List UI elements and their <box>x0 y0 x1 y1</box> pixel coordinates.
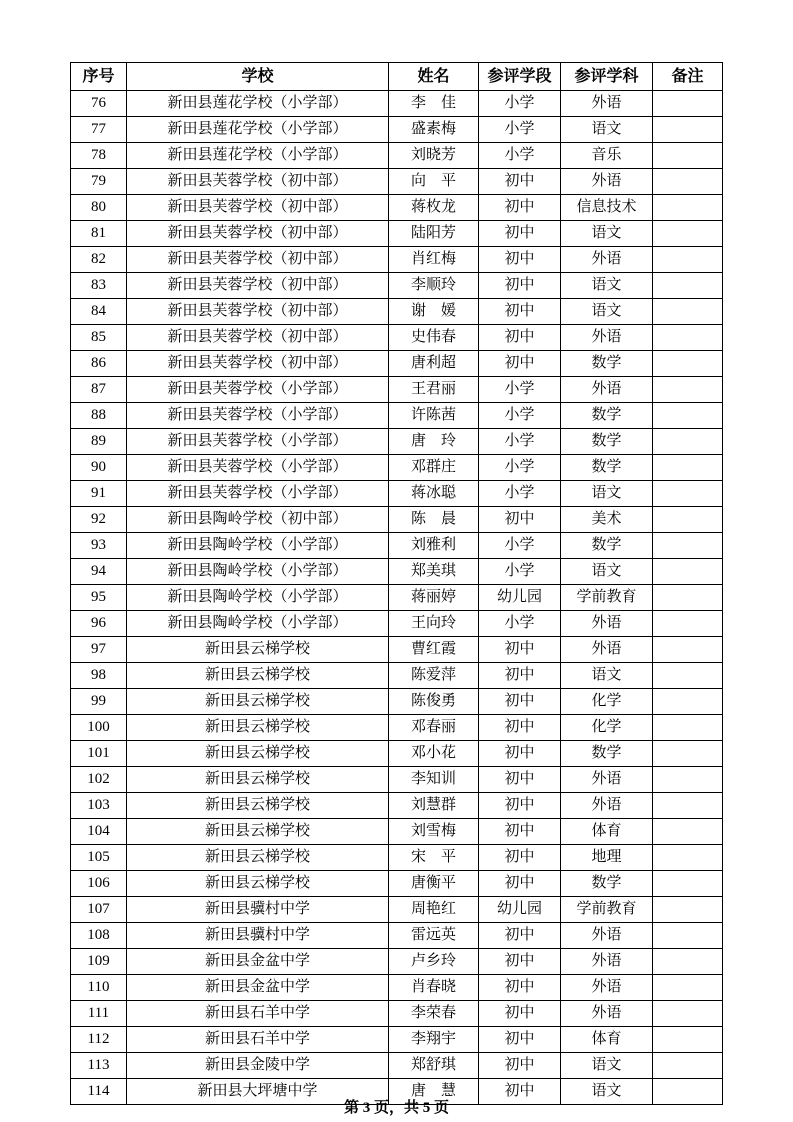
cell-school: 新田县莲花学校（小学部） <box>127 91 389 117</box>
cell-note <box>653 689 723 715</box>
cell-index: 100 <box>71 715 127 741</box>
cell-index: 113 <box>71 1053 127 1079</box>
cell-school: 新田县莲花学校（小学部） <box>127 143 389 169</box>
cell-stage: 小学 <box>479 403 561 429</box>
cell-school: 新田县云梯学校 <box>127 715 389 741</box>
cell-school: 新田县芙蓉学校（初中部） <box>127 351 389 377</box>
cell-name: 李荣春 <box>389 1001 479 1027</box>
cell-index: 89 <box>71 429 127 455</box>
cell-stage: 幼儿园 <box>479 897 561 923</box>
cell-subject: 化学 <box>561 715 653 741</box>
cell-school: 新田县云梯学校 <box>127 637 389 663</box>
cell-index: 79 <box>71 169 127 195</box>
cell-index: 82 <box>71 247 127 273</box>
cell-index: 81 <box>71 221 127 247</box>
table-row <box>71 949 723 975</box>
cell-stage: 初中 <box>479 741 561 767</box>
cell-school: 新田县芙蓉学校（初中部） <box>127 325 389 351</box>
cell-name: 王君丽 <box>389 377 479 403</box>
table-row <box>71 741 723 767</box>
cell-school: 新田县芙蓉学校（初中部） <box>127 195 389 221</box>
cell-stage: 初中 <box>479 949 561 975</box>
roster-table <box>70 62 723 1105</box>
cell-note <box>653 325 723 351</box>
cell-subject: 外语 <box>561 975 653 1001</box>
cell-index: 114 <box>71 1079 127 1105</box>
table-row <box>71 1053 723 1079</box>
cell-name: 刘慧群 <box>389 793 479 819</box>
cell-index: 102 <box>71 767 127 793</box>
cell-note <box>653 195 723 221</box>
cell-note <box>653 299 723 325</box>
cell-stage: 幼儿园 <box>479 585 561 611</box>
cell-index: 80 <box>71 195 127 221</box>
cell-subject: 学前教育 <box>561 585 653 611</box>
cell-stage: 初中 <box>479 689 561 715</box>
cell-stage: 小学 <box>479 533 561 559</box>
cell-name: 刘晓芳 <box>389 143 479 169</box>
cell-subject: 语文 <box>561 299 653 325</box>
table-row <box>71 767 723 793</box>
cell-stage: 初中 <box>479 507 561 533</box>
cell-index: 92 <box>71 507 127 533</box>
cell-school: 新田县陶岭学校（小学部） <box>127 559 389 585</box>
cell-subject: 数学 <box>561 533 653 559</box>
cell-note <box>653 507 723 533</box>
cell-name: 蒋冰聪 <box>389 481 479 507</box>
cell-school: 新田县云梯学校 <box>127 741 389 767</box>
table-row <box>71 533 723 559</box>
cell-name: 郑舒琪 <box>389 1053 479 1079</box>
cell-index: 111 <box>71 1001 127 1027</box>
table-row <box>71 455 723 481</box>
cell-note <box>653 351 723 377</box>
table-row <box>71 351 723 377</box>
cell-stage: 小学 <box>479 559 561 585</box>
cell-stage: 初中 <box>479 793 561 819</box>
table-row <box>71 247 723 273</box>
cell-subject: 数学 <box>561 871 653 897</box>
cell-note <box>653 533 723 559</box>
column-header-index: 序号 <box>71 63 127 91</box>
table-row <box>71 429 723 455</box>
cell-note <box>653 143 723 169</box>
table-row <box>71 585 723 611</box>
cell-school: 新田县大坪塘中学 <box>127 1079 389 1105</box>
column-header-school: 学校 <box>127 63 389 91</box>
table-row <box>71 221 723 247</box>
cell-school: 新田县云梯学校 <box>127 871 389 897</box>
cell-note <box>653 871 723 897</box>
cell-stage: 初中 <box>479 247 561 273</box>
cell-stage: 初中 <box>479 351 561 377</box>
table-row <box>71 923 723 949</box>
cell-index: 77 <box>71 117 127 143</box>
cell-index: 84 <box>71 299 127 325</box>
cell-subject: 语文 <box>561 117 653 143</box>
cell-school: 新田县云梯学校 <box>127 845 389 871</box>
cell-subject: 外语 <box>561 377 653 403</box>
cell-note <box>653 481 723 507</box>
cell-name: 李顺玲 <box>389 273 479 299</box>
cell-name: 陈爱萍 <box>389 663 479 689</box>
cell-school: 新田县云梯学校 <box>127 819 389 845</box>
cell-school: 新田县金盆中学 <box>127 975 389 1001</box>
table-row <box>71 819 723 845</box>
cell-note <box>653 221 723 247</box>
cell-name: 陈 晨 <box>389 507 479 533</box>
cell-index: 103 <box>71 793 127 819</box>
cell-school: 新田县芙蓉学校（小学部） <box>127 403 389 429</box>
cell-note <box>653 741 723 767</box>
cell-school: 新田县芙蓉学校（初中部） <box>127 221 389 247</box>
cell-subject: 美术 <box>561 507 653 533</box>
cell-name: 刘雪梅 <box>389 819 479 845</box>
cell-index: 99 <box>71 689 127 715</box>
cell-name: 李 佳 <box>389 91 479 117</box>
cell-note <box>653 897 723 923</box>
cell-note <box>653 819 723 845</box>
cell-index: 94 <box>71 559 127 585</box>
cell-subject: 语文 <box>561 663 653 689</box>
cell-subject: 音乐 <box>561 143 653 169</box>
cell-name: 陈俊勇 <box>389 689 479 715</box>
table-row <box>71 715 723 741</box>
cell-index: 101 <box>71 741 127 767</box>
table-row <box>71 143 723 169</box>
cell-stage: 小学 <box>479 377 561 403</box>
table-row <box>71 377 723 403</box>
cell-stage: 初中 <box>479 299 561 325</box>
cell-name: 肖春晓 <box>389 975 479 1001</box>
table-row <box>71 845 723 871</box>
cell-note <box>653 637 723 663</box>
cell-stage: 小学 <box>479 91 561 117</box>
cell-subject: 外语 <box>561 923 653 949</box>
cell-name: 邓春丽 <box>389 715 479 741</box>
table-row <box>71 117 723 143</box>
cell-stage: 初中 <box>479 1027 561 1053</box>
cell-subject: 语文 <box>561 273 653 299</box>
cell-school: 新田县芙蓉学校（小学部） <box>127 429 389 455</box>
cell-name: 陆阳芳 <box>389 221 479 247</box>
cell-name: 卢乡玲 <box>389 949 479 975</box>
cell-index: 83 <box>71 273 127 299</box>
cell-school: 新田县陶岭学校（初中部） <box>127 507 389 533</box>
cell-subject: 外语 <box>561 611 653 637</box>
cell-note <box>653 455 723 481</box>
cell-index: 86 <box>71 351 127 377</box>
cell-stage: 初中 <box>479 325 561 351</box>
cell-subject: 信息技术 <box>561 195 653 221</box>
cell-index: 107 <box>71 897 127 923</box>
cell-name: 肖红梅 <box>389 247 479 273</box>
cell-note <box>653 169 723 195</box>
cell-note <box>653 663 723 689</box>
cell-subject: 语文 <box>561 1053 653 1079</box>
cell-subject: 体育 <box>561 1027 653 1053</box>
cell-name: 史伟春 <box>389 325 479 351</box>
cell-index: 96 <box>71 611 127 637</box>
cell-note <box>653 611 723 637</box>
cell-index: 97 <box>71 637 127 663</box>
cell-stage: 初中 <box>479 767 561 793</box>
table-row <box>71 871 723 897</box>
cell-index: 87 <box>71 377 127 403</box>
table-row <box>71 299 723 325</box>
cell-index: 78 <box>71 143 127 169</box>
cell-school: 新田县芙蓉学校（初中部） <box>127 169 389 195</box>
cell-stage: 小学 <box>479 611 561 637</box>
cell-school: 新田县石羊中学 <box>127 1027 389 1053</box>
cell-name: 蒋枚龙 <box>389 195 479 221</box>
cell-stage: 初中 <box>479 221 561 247</box>
cell-note <box>653 793 723 819</box>
cell-name: 邓小花 <box>389 741 479 767</box>
table-row <box>71 611 723 637</box>
cell-stage: 初中 <box>479 637 561 663</box>
cell-stage: 初中 <box>479 1079 561 1105</box>
cell-school: 新田县陶岭学校（小学部） <box>127 611 389 637</box>
table-body <box>71 91 723 1105</box>
cell-index: 93 <box>71 533 127 559</box>
cell-name: 唐 慧 <box>389 1079 479 1105</box>
cell-school: 新田县云梯学校 <box>127 689 389 715</box>
cell-school: 新田县云梯学校 <box>127 767 389 793</box>
cell-subject: 地理 <box>561 845 653 871</box>
cell-name: 王向玲 <box>389 611 479 637</box>
table-row <box>71 403 723 429</box>
cell-school: 新田县芙蓉学校（小学部） <box>127 481 389 507</box>
cell-school: 新田县石羊中学 <box>127 1001 389 1027</box>
cell-school: 新田县芙蓉学校（初中部） <box>127 273 389 299</box>
table-row <box>71 637 723 663</box>
table-row <box>71 793 723 819</box>
cell-subject: 语文 <box>561 559 653 585</box>
cell-school: 新田县骥村中学 <box>127 897 389 923</box>
cell-subject: 体育 <box>561 819 653 845</box>
table-row <box>71 481 723 507</box>
cell-school: 新田县莲花学校（小学部） <box>127 117 389 143</box>
column-header-stage: 参评学段 <box>479 63 561 91</box>
cell-name: 刘雅利 <box>389 533 479 559</box>
cell-subject: 数学 <box>561 455 653 481</box>
cell-stage: 小学 <box>479 481 561 507</box>
cell-note <box>653 1001 723 1027</box>
cell-subject: 外语 <box>561 91 653 117</box>
table-row <box>71 507 723 533</box>
cell-stage: 初中 <box>479 923 561 949</box>
cell-subject: 外语 <box>561 949 653 975</box>
table-row <box>71 325 723 351</box>
cell-name: 郑美琪 <box>389 559 479 585</box>
table-header-row <box>71 63 723 91</box>
cell-name: 唐利超 <box>389 351 479 377</box>
cell-school: 新田县芙蓉学校（小学部） <box>127 455 389 481</box>
cell-index: 106 <box>71 871 127 897</box>
cell-subject: 数学 <box>561 429 653 455</box>
cell-subject: 外语 <box>561 1001 653 1027</box>
cell-name: 李知训 <box>389 767 479 793</box>
column-header-subject: 参评学科 <box>561 63 653 91</box>
cell-note <box>653 247 723 273</box>
cell-index: 104 <box>71 819 127 845</box>
cell-school: 新田县骥村中学 <box>127 923 389 949</box>
cell-index: 112 <box>71 1027 127 1053</box>
cell-school: 新田县金陵中学 <box>127 1053 389 1079</box>
cell-name: 谢 媛 <box>389 299 479 325</box>
table-row <box>71 91 723 117</box>
cell-stage: 初中 <box>479 871 561 897</box>
cell-index: 109 <box>71 949 127 975</box>
cell-subject: 外语 <box>561 247 653 273</box>
cell-name: 向 平 <box>389 169 479 195</box>
cell-note <box>653 1027 723 1053</box>
cell-note <box>653 559 723 585</box>
cell-subject: 语文 <box>561 221 653 247</box>
cell-note <box>653 767 723 793</box>
cell-subject: 外语 <box>561 169 653 195</box>
cell-note <box>653 273 723 299</box>
cell-school: 新田县金盆中学 <box>127 949 389 975</box>
cell-note <box>653 845 723 871</box>
table-row <box>71 195 723 221</box>
cell-index: 76 <box>71 91 127 117</box>
cell-stage: 初中 <box>479 845 561 871</box>
cell-subject: 外语 <box>561 767 653 793</box>
table-row <box>71 1027 723 1053</box>
cell-stage: 初中 <box>479 1053 561 1079</box>
cell-subject: 外语 <box>561 325 653 351</box>
table-header <box>71 63 723 91</box>
cell-subject: 学前教育 <box>561 897 653 923</box>
page-footer: 第 3 页，共 5 页 <box>343 1100 449 1116</box>
cell-note <box>653 949 723 975</box>
cell-index: 85 <box>71 325 127 351</box>
cell-note <box>653 715 723 741</box>
cell-school: 新田县云梯学校 <box>127 793 389 819</box>
cell-name: 许陈茜 <box>389 403 479 429</box>
cell-subject: 外语 <box>561 637 653 663</box>
cell-name: 雷远英 <box>389 923 479 949</box>
cell-subject: 数学 <box>561 351 653 377</box>
cell-note <box>653 403 723 429</box>
cell-stage: 初中 <box>479 975 561 1001</box>
cell-name: 蒋丽婷 <box>389 585 479 611</box>
cell-name: 宋 平 <box>389 845 479 871</box>
cell-name: 周艳红 <box>389 897 479 923</box>
cell-stage: 初中 <box>479 169 561 195</box>
cell-stage: 初中 <box>479 1001 561 1027</box>
cell-subject: 化学 <box>561 689 653 715</box>
cell-index: 110 <box>71 975 127 1001</box>
table-row <box>71 663 723 689</box>
cell-index: 90 <box>71 455 127 481</box>
cell-index: 88 <box>71 403 127 429</box>
cell-stage: 初中 <box>479 819 561 845</box>
cell-stage: 小学 <box>479 117 561 143</box>
cell-index: 105 <box>71 845 127 871</box>
cell-school: 新田县陶岭学校（小学部） <box>127 533 389 559</box>
cell-note <box>653 585 723 611</box>
cell-subject: 语文 <box>561 481 653 507</box>
cell-name: 李翔宇 <box>389 1027 479 1053</box>
cell-note <box>653 1053 723 1079</box>
cell-note <box>653 91 723 117</box>
cell-subject: 数学 <box>561 741 653 767</box>
cell-note <box>653 377 723 403</box>
cell-subject: 语文 <box>561 1079 653 1105</box>
table-row <box>71 169 723 195</box>
cell-note <box>653 975 723 1001</box>
cell-name: 邓群庄 <box>389 455 479 481</box>
cell-stage: 小学 <box>479 143 561 169</box>
table-row <box>71 273 723 299</box>
cell-stage: 小学 <box>479 429 561 455</box>
table-row <box>71 975 723 1001</box>
cell-school: 新田县陶岭学校（小学部） <box>127 585 389 611</box>
cell-school: 新田县芙蓉学校（初中部） <box>127 299 389 325</box>
table-row <box>71 897 723 923</box>
cell-name: 曹红霞 <box>389 637 479 663</box>
cell-subject: 外语 <box>561 793 653 819</box>
cell-name: 唐衡平 <box>389 871 479 897</box>
cell-index: 91 <box>71 481 127 507</box>
cell-note <box>653 117 723 143</box>
cell-school: 新田县芙蓉学校（初中部） <box>127 247 389 273</box>
cell-stage: 初中 <box>479 715 561 741</box>
cell-index: 98 <box>71 663 127 689</box>
cell-index: 108 <box>71 923 127 949</box>
cell-stage: 初中 <box>479 273 561 299</box>
cell-index: 95 <box>71 585 127 611</box>
table-row <box>71 559 723 585</box>
cell-stage: 小学 <box>479 455 561 481</box>
cell-stage: 初中 <box>479 663 561 689</box>
cell-name: 唐 玲 <box>389 429 479 455</box>
table-row <box>71 1001 723 1027</box>
table-row <box>71 689 723 715</box>
cell-subject: 数学 <box>561 403 653 429</box>
column-header-note: 备注 <box>653 63 723 91</box>
cell-name: 盛素梅 <box>389 117 479 143</box>
cell-note <box>653 429 723 455</box>
roster-table-container <box>70 62 722 1105</box>
cell-school: 新田县芙蓉学校（小学部） <box>127 377 389 403</box>
cell-note <box>653 923 723 949</box>
column-header-name: 姓名 <box>389 63 479 91</box>
cell-school: 新田县云梯学校 <box>127 663 389 689</box>
cell-stage: 初中 <box>479 195 561 221</box>
